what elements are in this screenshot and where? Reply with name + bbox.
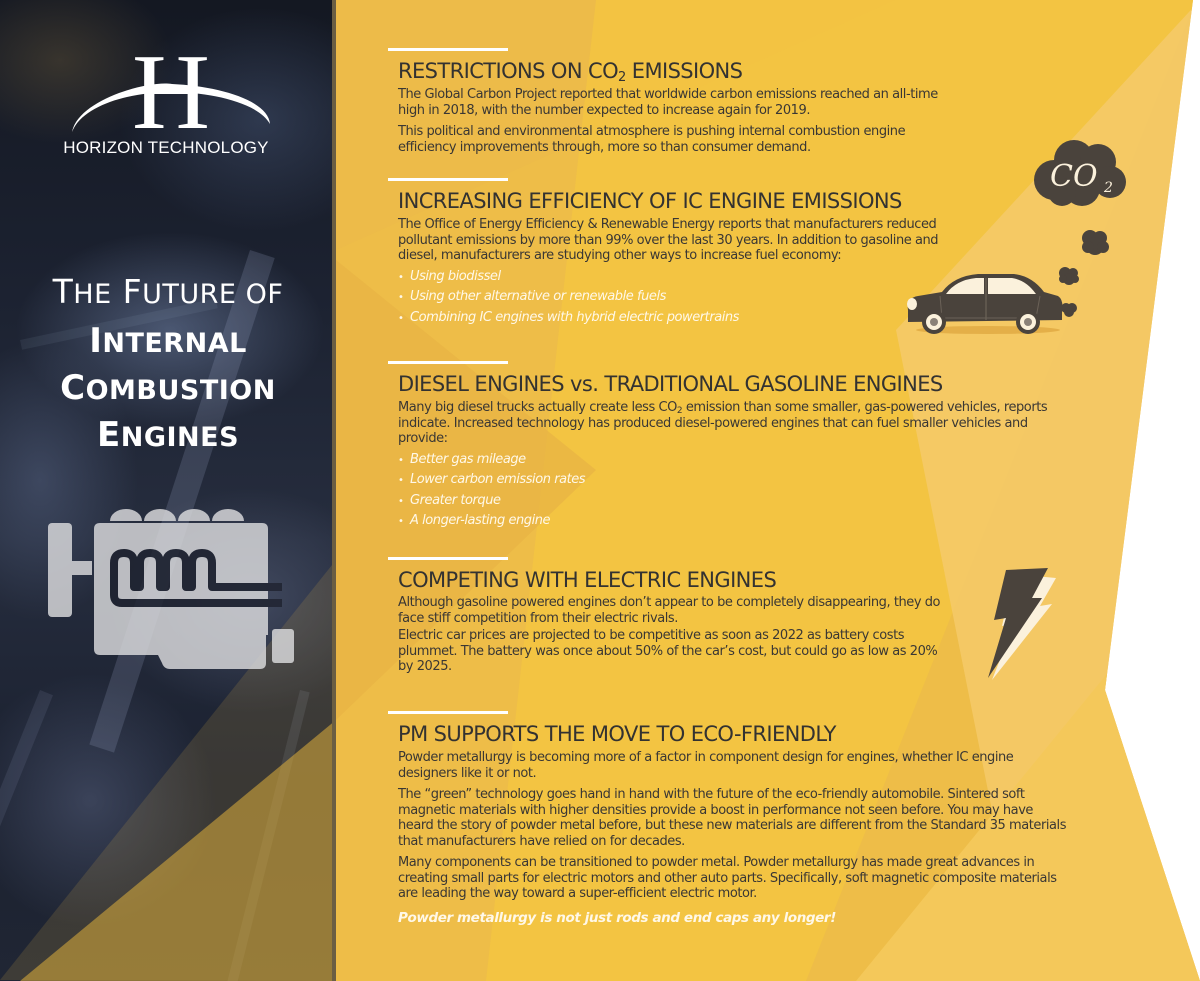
closing-tagline: Powder metallurgy is not just rods and end caps any longer! bbox=[398, 909, 836, 926]
section-divider bbox=[388, 557, 508, 560]
title-line-4: ENGINES bbox=[96, 415, 240, 455]
section-divider bbox=[388, 178, 508, 181]
section-paragraph: This political and environmental atmosphere is pushing internal combustion engine efficiency improvements through, more so than consumer demand. bbox=[398, 124, 906, 155]
background-streak bbox=[0, 690, 53, 844]
infographic-title bbox=[0, 268, 336, 460]
section-paragraph: Many big diesel trucks actually create less $CO_2$ emission than some smaller, gas-powered vehicles, reports indicate. Increased technology has produced diesel-powered engines that can fuel smaller vehicles and provide: bbox=[398, 400, 1048, 446]
list-item: • Using other alternative or renewable fuels bbox=[398, 289, 666, 304]
left-hero-panel bbox=[0, 0, 336, 981]
car-icon bbox=[902, 270, 1068, 336]
section-heading: DIESEL ENGINES vs. TRADITIONAL GASOLINE ENGINES bbox=[398, 372, 943, 396]
bullet-list bbox=[398, 450, 1068, 532]
title-line-3: COMBUSTION bbox=[60, 368, 276, 408]
list-item: • Using biodissel bbox=[398, 268, 501, 284]
svg-text:H: H bbox=[132, 40, 210, 152]
section-heading: PM SUPPORTS THE MOVE TO ECO-FRIENDLY bbox=[398, 722, 836, 746]
section-heading: COMPETING WITH ELECTRIC ENGINES bbox=[398, 568, 777, 592]
section-diesel-vs-gasoline bbox=[388, 361, 1068, 532]
smoke-puff-icon bbox=[1080, 228, 1110, 258]
section-electric-competition bbox=[388, 557, 948, 675]
section-divider bbox=[388, 361, 508, 364]
list-item: • Combining IC engines with hybrid electric powertrains bbox=[398, 309, 740, 325]
section-paragraph: Although gasoline powered engines don’t appear to be completely disappearing, they do face stiff competition from their electric rivals. bbox=[398, 595, 941, 626]
co2-cloud-icon bbox=[1030, 138, 1126, 208]
title-line-1: THE FUTURE OF bbox=[52, 272, 284, 311]
section-divider bbox=[388, 711, 508, 714]
section-paragraph: Many components can be transitioned to powder metal. Powder metallurgy has made great advances in creating small parts for electric motors and other auto parts. Specifically, soft magnetic composite materials are leading the way toward a super-efficient electric motor. bbox=[398, 855, 1057, 901]
section-paragraph: Powder metallurgy is becoming more of a factor in component design for engines, whether IC engine designers like it or not. bbox=[398, 750, 1014, 781]
lightning-bolt-icon bbox=[984, 568, 1064, 688]
section-divider bbox=[388, 48, 508, 51]
section-paragraph: The Office of Energy Efficiency & Renewable Energy reports that manufacturers reduced pollutant emissions by more than 99% over the last 30 years. In addition to gasoline and diesel, manufacturers are studying other ways to increase fuel economy: bbox=[398, 217, 939, 263]
svg-text:CO: CO bbox=[1050, 159, 1098, 194]
section-paragraph: Electric car prices are projected to be competitive as soon as 2022 as battery costs plummet. The battery was once about 50% of the car’s cost, but could go as low as 20% by 2025. bbox=[398, 628, 938, 674]
title-line-2: INTERNAL bbox=[89, 321, 247, 361]
section-paragraph: The “green” technology goes hand in hand with the future of the eco-friendly automobile. Sintered soft magnetic materials with higher densities provide a boost in performance not seen before. You may have heard the story of powder metal before, but these new materials are different from the Standard 35 materials that manufacturers have relied on for decades. bbox=[398, 787, 1067, 849]
section-heading: RESTRICTIONS ON $CO_2$ EMISSIONS bbox=[398, 59, 743, 85]
list-item: • A longer-lasting engine bbox=[398, 513, 551, 528]
list-item: • Greater torque bbox=[398, 492, 501, 508]
section-heading: INCREASING EFFICIENCY OF IC ENGINE EMISSIONS bbox=[398, 189, 902, 213]
section-paragraph: The Global Carbon Project reported that worldwide carbon emissions reached an all-time high in 2018, with the number expected to increase again for 2019. bbox=[398, 87, 938, 118]
svg-text:2: 2 bbox=[1104, 180, 1113, 196]
list-item: • Lower carbon emission rates bbox=[398, 472, 586, 487]
list-item: • Better gas mileage bbox=[398, 451, 526, 467]
section-co2-restrictions bbox=[388, 48, 948, 155]
section-pm-eco-friendly bbox=[388, 711, 1068, 926]
engine-icon bbox=[46, 503, 296, 678]
company-name: HORIZON TECHNOLOGY bbox=[63, 138, 269, 157]
